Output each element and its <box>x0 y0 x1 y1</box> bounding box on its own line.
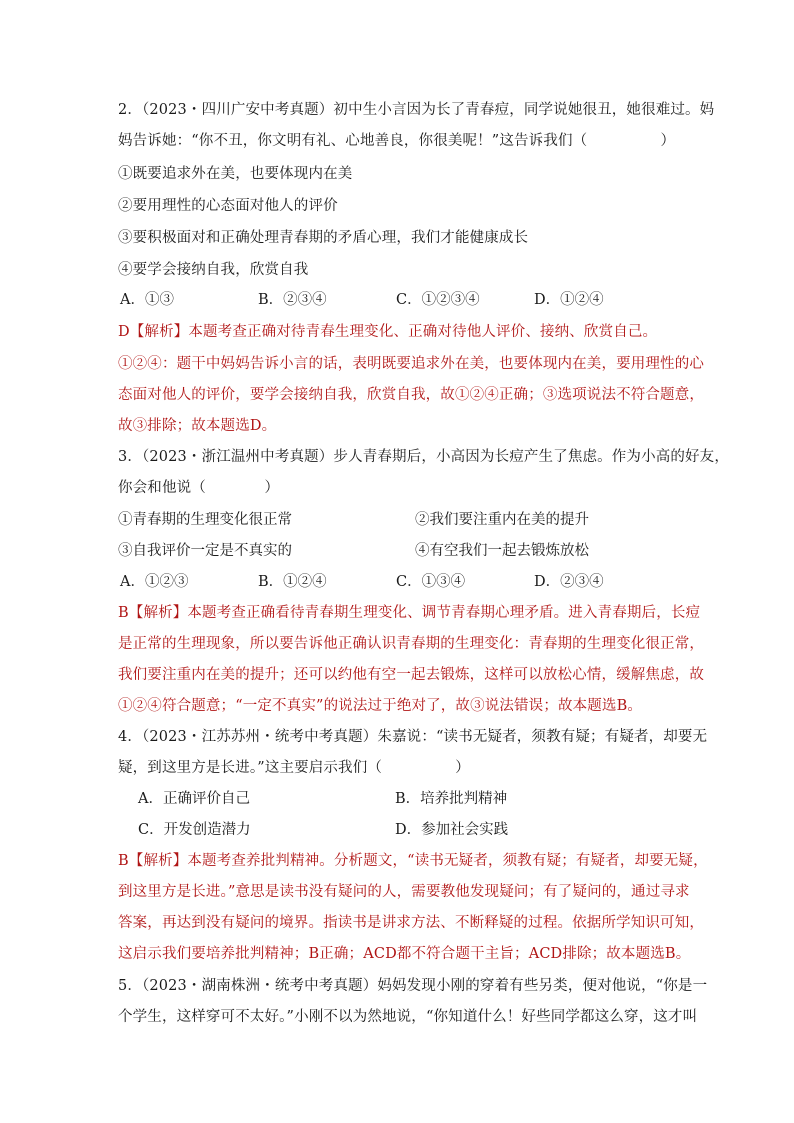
q2-item-2: ②要用理性的心态面对他人的评价 <box>118 198 338 214</box>
q4-option-b: B．培养批判精神 <box>395 791 508 807</box>
q3-stem-line1: 3．（2023・浙江温州中考真题）步人青春期后，小高因为长痘产生了焦虑。作为小高的好友， <box>118 449 729 465</box>
q4-option-c: C．开发创造潜力 <box>138 822 251 838</box>
q2-analysis-line2: ①②④：题干中妈妈告诉小言的话，表明既要追求外在美，也要体现内在美，要用理性的心 <box>118 356 704 372</box>
q3-option-c: C．①③④ <box>396 574 466 590</box>
q4-stem-line1: 4．（2023・江苏苏州・统考中考真题）朱嘉说：“读书无疑者，须教有疑；有疑者，却要无 <box>118 729 708 745</box>
q3-item-1: ①青春期的生理变化很正常 <box>118 512 292 528</box>
q3-item-2: ②我们要注重内在美的提升 <box>415 512 589 528</box>
q2-option-c: C．①②③④ <box>396 292 480 308</box>
q2-option-d: D．①②④ <box>534 292 604 308</box>
q3-analysis-line1: B【解析】本题考查正确看待青春期生理变化、调节青春期心理矛盾。进入青春期后，长痘 <box>118 605 701 621</box>
q2-item-3: ③要积极面对和正确处理青春期的矛盾心理，我们才能健康成长 <box>118 230 529 246</box>
q2-option-a: A．①③ <box>120 292 174 308</box>
q2-item-4: ④要学会接纳自我，欣赏自我 <box>118 262 309 278</box>
q5-stem-line1: 5．（2023・湖南株洲・统考中考真题）妈妈发现小刚的穿着有些另类，便对他说，“你是一 <box>118 978 708 994</box>
q4-analysis-line3: 答案，再达到没有疑问的境界。指读书是讲求方法、不断释疑的过程。依据所学知识可知， <box>118 915 704 931</box>
q4-stem-line2: 疑，到这里方是长进。”这主要启示我们（ ） <box>118 760 470 776</box>
q2-option-b: B．②③④ <box>258 292 327 308</box>
q3-option-a: A．①②③ <box>120 574 189 590</box>
q3-option-d: D．②③④ <box>534 574 604 590</box>
q3-analysis-line3: 我们要注重内在美的提升；还可以约他有空一起去锻炼，这样可以放松心情，缓解焦虑，故 <box>118 667 704 683</box>
q3-option-b: B．①②④ <box>258 574 327 590</box>
q3-item-4: ④有空我们一起去锻炼放松 <box>415 543 589 559</box>
q3-item-3: ③自我评价一定是不真实的 <box>118 543 292 559</box>
q4-analysis-line1: B【解析】本题考查养批判精神。分析题文，“读书无疑者，须教有疑；有疑者，却要无疑， <box>118 853 708 869</box>
q2-analysis-line3: 态面对他人的评价，要学会接纳自我，欣赏自我，故①②④正确；③选项说法不符合题意， <box>118 387 704 403</box>
q2-item-1: ①既要追求外在美，也要体现内在美 <box>118 166 353 182</box>
q4-analysis-line4: 这启示我们要培养批判精神；B正确；ACD都不符合题干主旨；ACD排除；故本题选B。 <box>118 946 691 962</box>
q3-stem-line2: 你会和他说（ ） <box>118 480 280 496</box>
q5-stem-line2: 个学生，这样穿可不太好。”小刚不以为然地说，“你知道什么！好些同学都这么穿，这才叫 <box>118 1009 698 1025</box>
q3-analysis-line2: 是正常的生理现象，所以要告诉他正确认识青春期的生理变化：青春期的生理变化很正常， <box>118 636 704 652</box>
q2-analysis-line4: 故③排除；故本题选D。 <box>118 418 277 434</box>
q4-option-a: A．正确评价自己 <box>138 791 250 807</box>
q2-stem-line2: 妈告诉她：“你不丑，你文明有礼、心地善良，你很美呢！”这告诉我们（ ） <box>118 133 676 149</box>
q4-option-d: D．参加社会实践 <box>395 822 509 838</box>
q3-analysis-line4: ①②④符合题意；“一定不真实”的说法过于绝对了，故③说法错误；故本题选B。 <box>118 698 643 714</box>
q4-analysis-line2: 到这里方是长进。”意思是读书没有疑问的人，需要教他发现疑问；有了疑问的，通过寻求 <box>118 884 690 900</box>
q2-analysis-line1: D【解析】本题考查正确对待青春生理变化、正确对待他人评价、接纳、欣赏自己。 <box>118 324 658 340</box>
q2-stem-line1: 2．（2023・四川广安中考真题）初中生小言因为长了青春痘，同学说她很丑，她很难过。妈 <box>118 102 715 118</box>
